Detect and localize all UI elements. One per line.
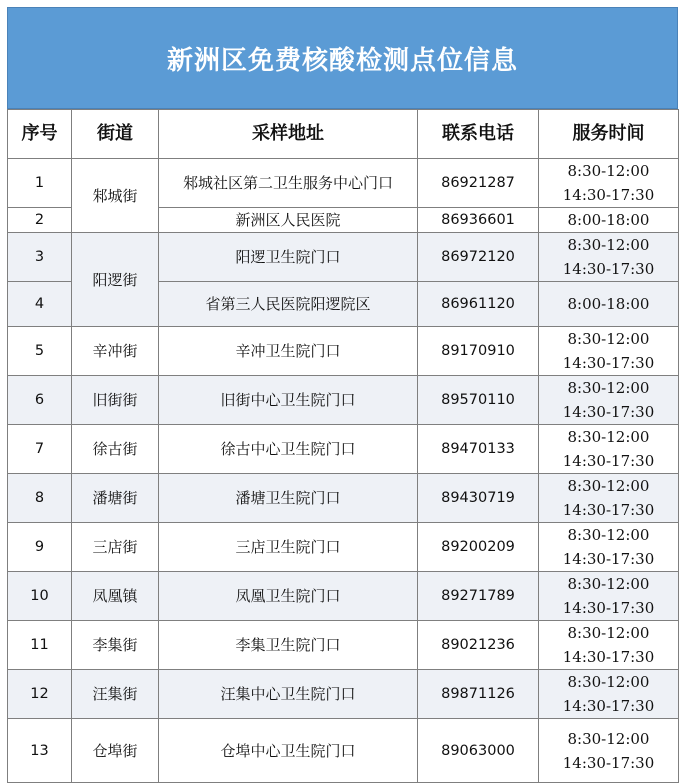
- cell-no: 5: [8, 327, 72, 376]
- cell-time: 8:00-18:00: [539, 282, 679, 327]
- cell-phone: 89170910: [418, 327, 539, 376]
- table-header-row: [8, 110, 679, 159]
- table-row: [8, 233, 679, 282]
- cell-address: 三店卫生院门口: [159, 523, 418, 572]
- cell-phone: 89271789: [418, 572, 539, 621]
- table-row: [8, 159, 679, 208]
- time-afternoon: 14:30-17:30: [562, 697, 655, 715]
- cell-phone: 86972120: [418, 233, 539, 282]
- header-address: 采样地址: [159, 110, 418, 159]
- time-afternoon: 14:30-17:30: [562, 599, 655, 617]
- time-afternoon: 14:30-17:30: [562, 260, 655, 278]
- cell-phone: 86961120: [418, 282, 539, 327]
- cell-no: 11: [8, 621, 72, 670]
- cell-time: [539, 474, 679, 523]
- time-morning: 8:30-12:00: [567, 428, 650, 446]
- cell-street: 李集街: [72, 621, 159, 670]
- cell-no: 3: [8, 233, 72, 282]
- cell-time: [539, 327, 679, 376]
- cell-no: 2: [8, 208, 72, 233]
- cell-no: 4: [8, 282, 72, 327]
- time-morning: 8:30-12:00: [567, 526, 650, 544]
- time-morning: 8:30-12:00: [567, 379, 650, 397]
- cell-address: 李集卫生院门口: [159, 621, 418, 670]
- cell-phone: 89021236: [418, 621, 539, 670]
- header-phone: 联系电话: [418, 110, 539, 159]
- cell-phone: 89200209: [418, 523, 539, 572]
- cell-address: 汪集中心卫生院门口: [159, 670, 418, 719]
- cell-address: 邾城社区第二卫生服务中心门口: [159, 159, 418, 208]
- cell-time: [539, 670, 679, 719]
- cell-no: 1: [8, 159, 72, 208]
- cell-no: 12: [8, 670, 72, 719]
- cell-time: [539, 233, 679, 282]
- header-street: 街道: [72, 110, 159, 159]
- cell-street: 旧街街: [72, 376, 159, 425]
- header-no: 序号: [8, 110, 72, 159]
- table-row: [8, 523, 679, 572]
- time-afternoon: 14:30-17:30: [562, 354, 655, 372]
- cell-phone: 86936601: [418, 208, 539, 233]
- cell-address: 旧街中心卫生院门口: [159, 376, 418, 425]
- cell-time: [539, 719, 679, 783]
- cell-address: 徐古中心卫生院门口: [159, 425, 418, 474]
- cell-phone: 89063000: [418, 719, 539, 783]
- table-row: [8, 376, 679, 425]
- time-morning: 8:30-12:00: [567, 673, 650, 691]
- cell-time: [539, 425, 679, 474]
- cell-time: [539, 523, 679, 572]
- cell-time: 8:00-18:00: [539, 208, 679, 233]
- cell-no: 6: [8, 376, 72, 425]
- cell-phone: 89470133: [418, 425, 539, 474]
- cell-time: [539, 159, 679, 208]
- cell-address: 辛冲卫生院门口: [159, 327, 418, 376]
- time-morning: 8:30-12:00: [567, 575, 650, 593]
- time-morning: 8:30-12:00: [567, 162, 650, 180]
- cell-street: 三店街: [72, 523, 159, 572]
- time-afternoon: 14:30-17:30: [562, 186, 655, 204]
- table-row: [8, 621, 679, 670]
- time-morning: 8:30-12:00: [567, 624, 650, 642]
- testing-sites-table: [7, 109, 679, 783]
- cell-phone: 86921287: [418, 159, 539, 208]
- cell-street: 辛冲街: [72, 327, 159, 376]
- cell-address: 潘塘卫生院门口: [159, 474, 418, 523]
- cell-street: 汪集街: [72, 670, 159, 719]
- time-afternoon: 14:30-17:30: [562, 550, 655, 568]
- time-afternoon: 14:30-17:30: [562, 403, 655, 421]
- cell-street: 邾城街: [72, 159, 159, 233]
- cell-time: [539, 621, 679, 670]
- cell-address: 新洲区人民医院: [159, 208, 418, 233]
- testing-sites-document: [7, 7, 678, 783]
- table-row: [8, 327, 679, 376]
- table-row: [8, 425, 679, 474]
- cell-no: 13: [8, 719, 72, 783]
- cell-street: 仓埠街: [72, 719, 159, 783]
- time-afternoon: 14:30-17:30: [562, 452, 655, 470]
- cell-street: 阳逻街: [72, 233, 159, 327]
- cell-time: [539, 376, 679, 425]
- cell-street: 凤凰镇: [72, 572, 159, 621]
- cell-phone: 89570110: [418, 376, 539, 425]
- cell-street: 潘塘街: [72, 474, 159, 523]
- page-title: 新洲区免费核酸检测点位信息: [166, 45, 518, 76]
- table-row: [8, 474, 679, 523]
- cell-phone: 89871126: [418, 670, 539, 719]
- time-afternoon: 14:30-17:30: [562, 501, 655, 519]
- cell-no: 8: [8, 474, 72, 523]
- time-morning: 8:30-12:00: [567, 477, 650, 495]
- table-row: [8, 670, 679, 719]
- cell-no: 7: [8, 425, 72, 474]
- cell-no: 10: [8, 572, 72, 621]
- cell-time: [539, 572, 679, 621]
- cell-address: 凤凰卫生院门口: [159, 572, 418, 621]
- header-service-time: 服务时间: [539, 110, 679, 159]
- cell-address: 阳逻卫生院门口: [159, 233, 418, 282]
- time-afternoon: 14:30-17:30: [562, 753, 655, 772]
- table-row: [8, 719, 679, 783]
- time-morning: 8:30-12:00: [567, 729, 650, 748]
- cell-street: 徐古街: [72, 425, 159, 474]
- cell-no: 9: [8, 523, 72, 572]
- cell-address: 省第三人民医院阳逻院区: [159, 282, 418, 327]
- time-morning: 8:30-12:00: [567, 236, 650, 254]
- time-afternoon: 14:30-17:30: [562, 648, 655, 666]
- title-banner: [7, 7, 678, 109]
- cell-phone: 89430719: [418, 474, 539, 523]
- time-morning: 8:30-12:00: [567, 330, 650, 348]
- table-row: [8, 572, 679, 621]
- cell-address: 仓埠中心卫生院门口: [159, 719, 418, 783]
